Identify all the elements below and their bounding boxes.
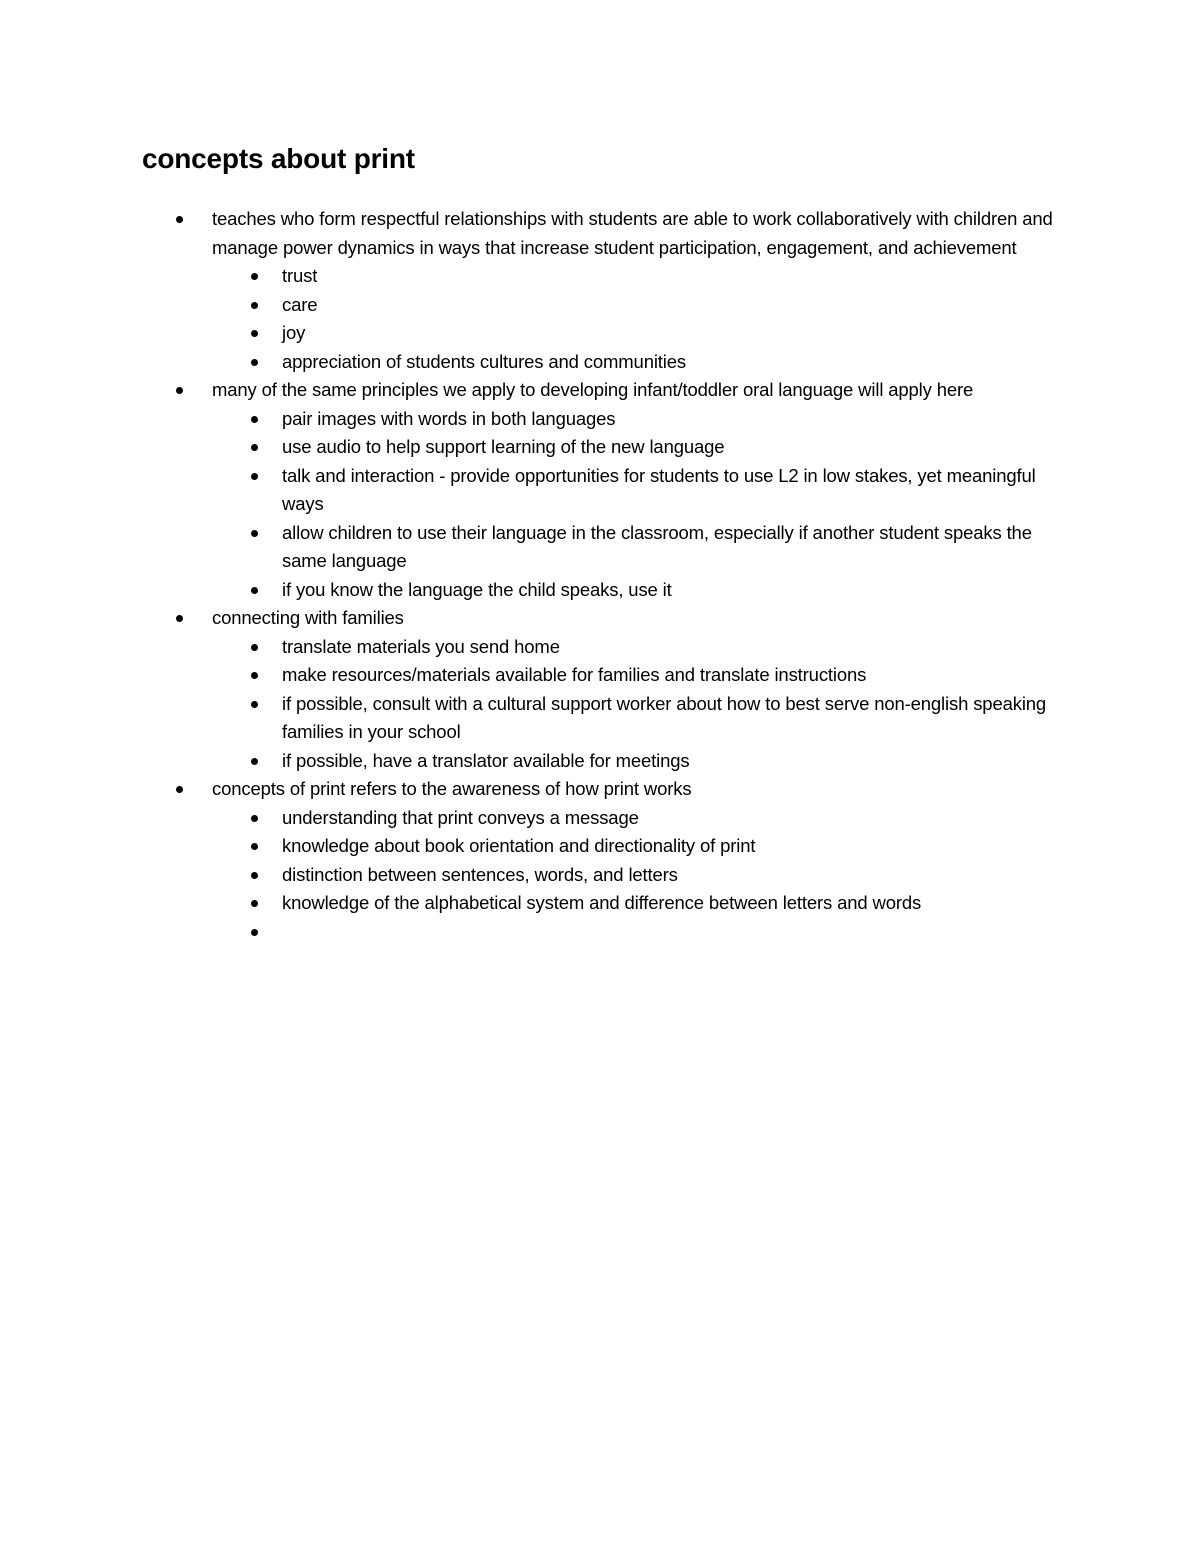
- sub-list-item-text: use audio to help support learning of the new language: [282, 436, 725, 457]
- bullet-icon: [251, 359, 258, 366]
- list-item-text: concepts of print refers to the awareness of how print works: [212, 778, 692, 799]
- sub-list-item: [282, 462, 1062, 519]
- bullet-icon: [251, 530, 258, 537]
- bullet-icon: [251, 473, 258, 480]
- sub-list-item-text: make resources/materials available for families and translate instructions: [282, 664, 867, 685]
- sub-list-item-text: understanding that print conveys a message: [282, 806, 639, 828]
- sub-list-item-text: knowledge about book orientation and directionality of print: [282, 835, 756, 856]
- sub-list: [212, 262, 1062, 376]
- sub-list-item-text: translate materials you send home: [282, 635, 560, 657]
- list-item-text: connecting with families: [212, 607, 404, 628]
- sub-list-item-text: care: [282, 293, 318, 315]
- sub-list-item-text: if you know the language the child speaks, use it: [282, 578, 672, 600]
- sub-list-item: [282, 348, 1062, 377]
- list-item: [212, 775, 1062, 955]
- bullet-icon: [251, 416, 258, 423]
- bullet-icon: [251, 644, 258, 651]
- sub-list-item: [282, 291, 1062, 320]
- sub-list: [212, 633, 1062, 776]
- bullet-icon: [251, 273, 258, 280]
- bullet-icon: [251, 929, 258, 936]
- list-item: [212, 604, 1062, 775]
- bullet-list: [212, 205, 1062, 955]
- list-item: [212, 376, 1062, 604]
- bullet-icon: [176, 387, 183, 394]
- sub-list-item-text: distinction between sentences, words, and letters: [282, 863, 678, 885]
- sub-list-item: [282, 690, 1062, 747]
- bullet-icon: [251, 843, 258, 850]
- sub-list-item-empty: [282, 918, 1062, 955]
- sub-list-item: [282, 576, 1062, 605]
- sub-list: [212, 405, 1062, 605]
- sub-list-item-text: trust: [282, 265, 318, 286]
- bullet-icon: [251, 815, 258, 822]
- sub-list-item: [282, 832, 1062, 861]
- sub-list-item: [282, 889, 1062, 918]
- page-title: concepts about print: [142, 143, 415, 174]
- list-item-text: teaches who form respectful relationships with students are able to work collaboratively with children and manage power dynamics in ways that increase student participation, engagement, and achievement: [212, 208, 1053, 258]
- list-item: [212, 205, 1062, 376]
- sub-list-item: [282, 262, 1062, 291]
- sub-list-item-text: allow children to use their language in the classroom, especially if another student speaks the same language: [282, 521, 1032, 571]
- sub-list-item: [282, 861, 1062, 890]
- sub-list-item: [282, 633, 1062, 662]
- bullet-icon: [251, 758, 258, 765]
- sub-list-item-text: joy: [282, 322, 306, 343]
- bullet-icon: [176, 615, 183, 622]
- bullet-icon: [251, 672, 258, 679]
- list-item-text: many of the same principles we apply to developing infant/toddler oral language will apply here: [212, 379, 974, 400]
- sub-list-item: [282, 661, 1062, 690]
- bullet-icon: [176, 216, 183, 223]
- bullet-icon: [251, 900, 258, 907]
- bullet-icon: [251, 701, 258, 708]
- sub-list-item-text: if possible, consult with a cultural support worker about how to best serve non-english speaking families in your school: [282, 692, 1047, 742]
- sub-list-item: [282, 747, 1062, 776]
- sub-list-item-text: pair images with words in both languages: [282, 407, 616, 429]
- bullet-icon: [251, 872, 258, 879]
- sub-list-item: [282, 433, 1062, 462]
- bullet-icon: [251, 302, 258, 309]
- sub-list-item: [282, 405, 1062, 434]
- sub-list-item: [282, 519, 1062, 576]
- bullet-icon: [176, 786, 183, 793]
- sub-list-item-text: talk and interaction - provide opportunities for students to use L2 in low stakes, yet meaningful ways: [282, 464, 1036, 514]
- sub-list: [212, 804, 1062, 955]
- bullet-icon: [251, 330, 258, 337]
- sub-list-item-text: if possible, have a translator available for meetings: [282, 749, 690, 771]
- sub-list-item: [282, 319, 1062, 348]
- bullet-icon: [251, 444, 258, 451]
- sub-list-item-text: appreciation of students cultures and communities: [282, 350, 686, 372]
- bullet-icon: [251, 587, 258, 594]
- sub-list-item-text: knowledge of the alphabetical system and difference between letters and words: [282, 892, 922, 913]
- sub-list-item: [282, 804, 1062, 833]
